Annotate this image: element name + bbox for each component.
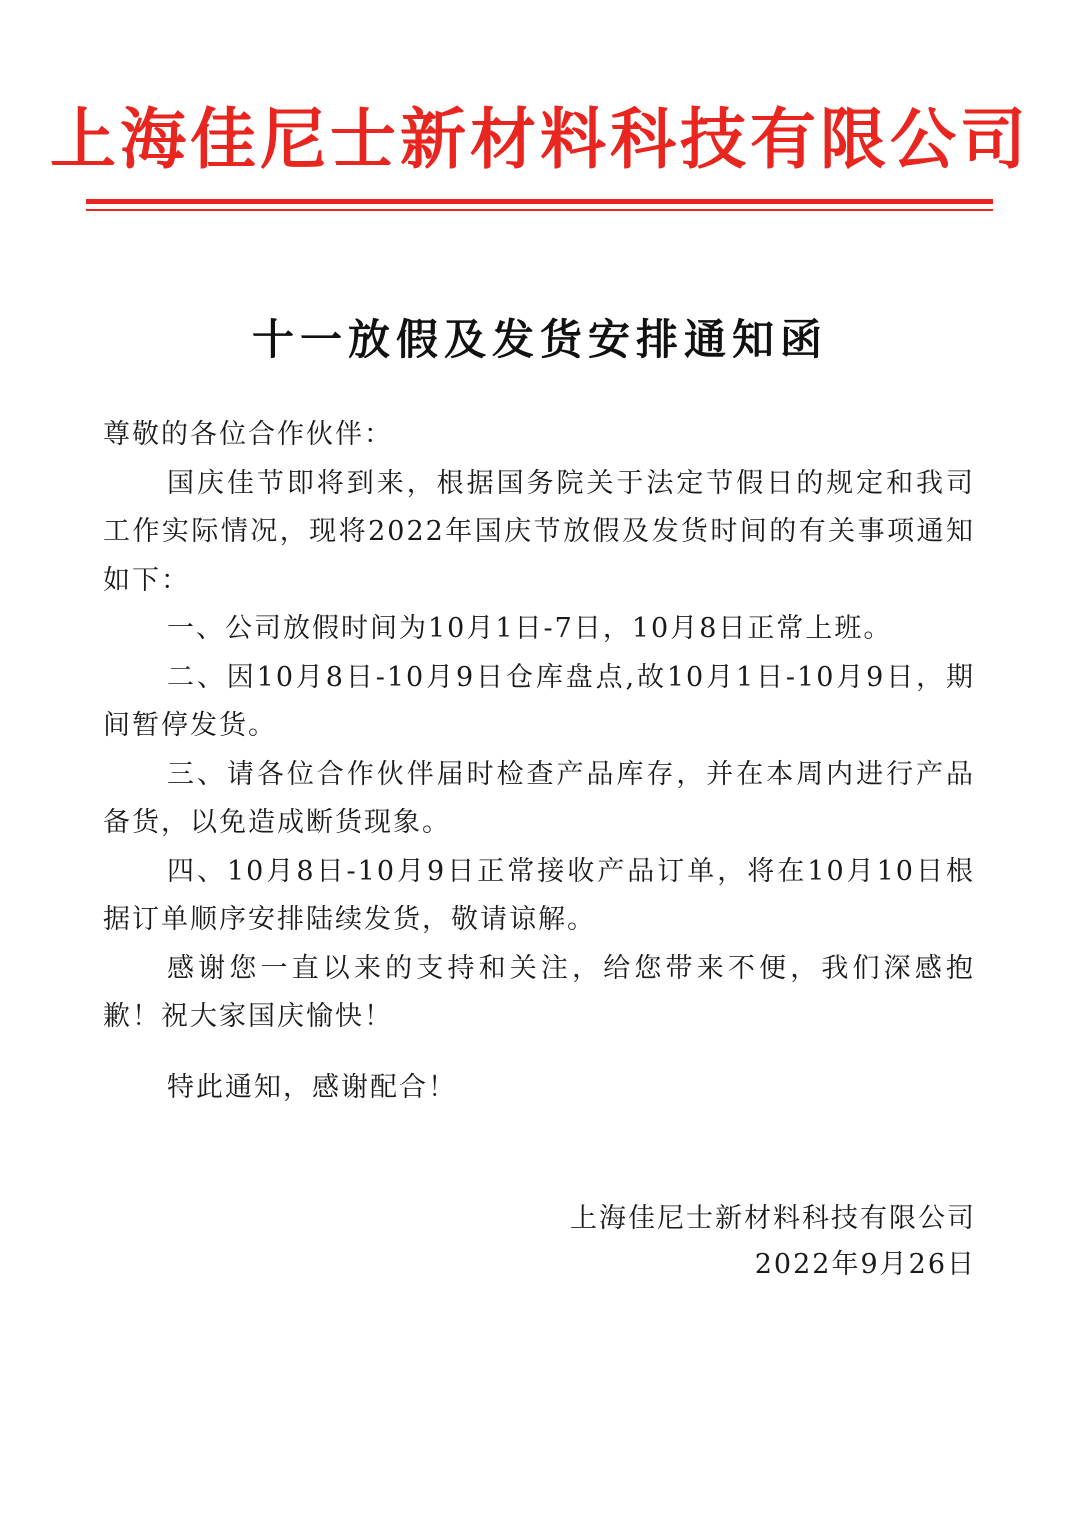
paragraph-item-1: 一、公司放假时间为10月1日-7日，10月8日正常上班。: [167, 613, 893, 644]
paragraph-item-3: 三、请各位合作伙伴届时检查产品库存，并在本周内进行产品备货，以免造成断货现象。: [103, 758, 975, 838]
letterhead-company-name: 上海佳尼士新材料科技有限公司: [50, 101, 1030, 178]
notice-body: [103, 411, 975, 1042]
salutation: 尊敬的各位合作伙伴：: [103, 419, 393, 450]
paragraph-intro: 国庆佳节即将到来，根据国务院关于法定节假日的规定和我司工作实际情况，现将2022年国庆节放假及发货时间的有关事项通知如下：: [103, 467, 975, 596]
signature-company: 上海佳尼士新材料科技有限公司: [570, 1203, 976, 1234]
letterhead-rule-thin: [86, 209, 993, 211]
paragraph-thanks: 感谢您一直以来的支持和关注，给您带来不便，我们深感抱歉！祝大家国庆愉快！: [103, 952, 975, 1032]
signature-block: [570, 1196, 976, 1288]
signature-date: 2022年9月26日: [754, 1249, 976, 1280]
notice-title: 十一放假及发货安排通知函: [251, 315, 828, 364]
letterhead-rule-thick: [86, 199, 993, 204]
closing-line: 特此通知，感谢配合！: [167, 1072, 457, 1103]
paragraph-item-2: 二、因10月8日-10月9日仓库盘点,故10月1日-10月9日，期间暂停发货。: [103, 661, 975, 741]
paragraph-item-4: 四、10月8日-10月9日正常接收产品订单，将在10月10日根据订单顺序安排陆续发货，敬请谅解。: [103, 855, 975, 935]
